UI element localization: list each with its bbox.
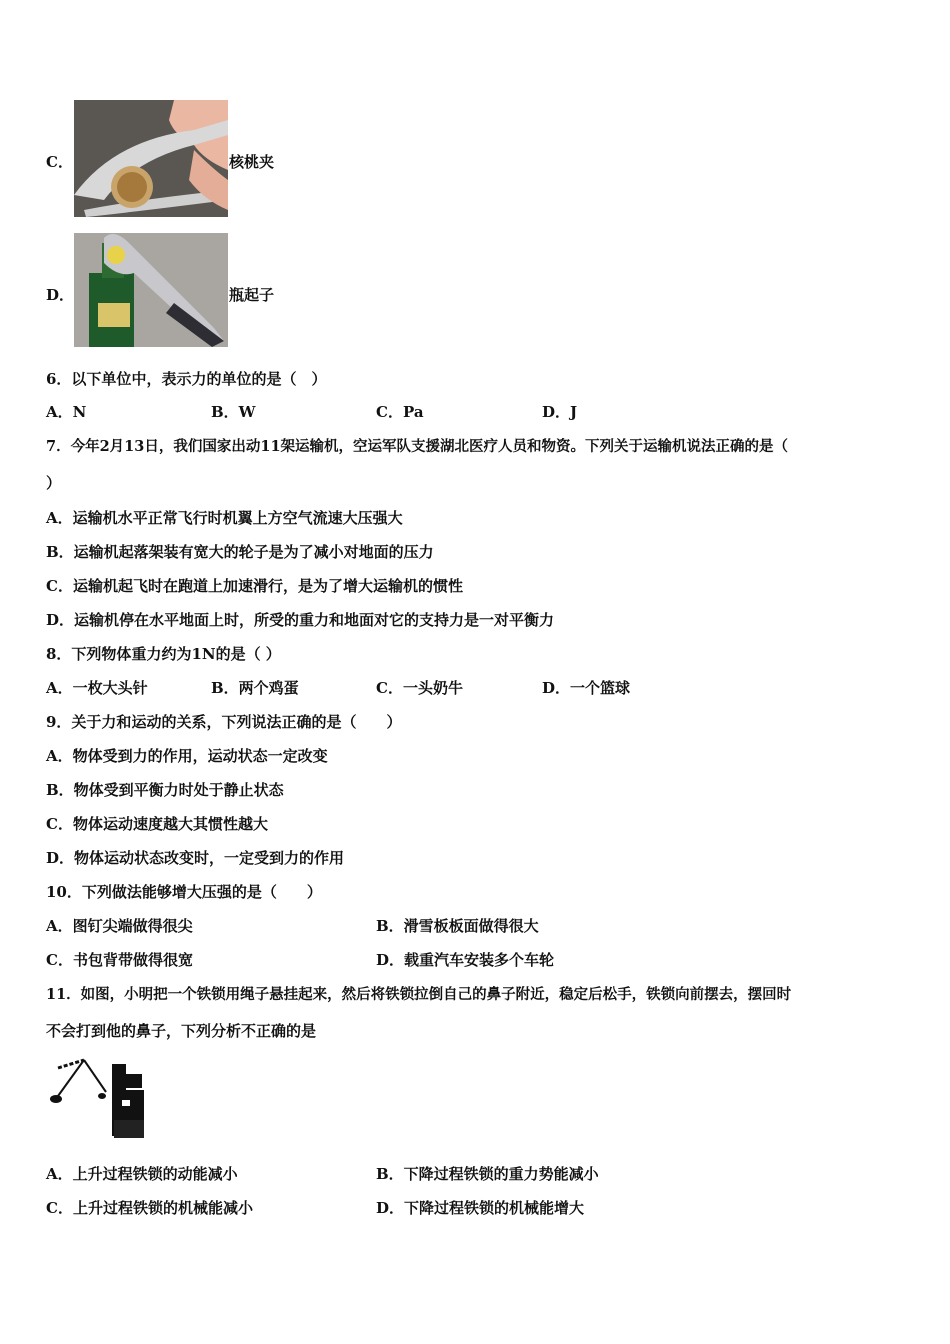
option-d-caption: 瓶起子 bbox=[229, 286, 275, 304]
question-7-stem-line2: ） bbox=[46, 474, 62, 492]
question-7-option-c: C．运输机起飞时在跑道上加速滑行，是为了增大运输机的惯性 bbox=[46, 577, 463, 595]
question-9-option-d: D．物体运动状态改变时，一定受到力的作用 bbox=[46, 849, 345, 867]
question-7-option-d: D．运输机停在水平地面上时，所受的重力和地面对它的支持力是一对平衡力 bbox=[46, 611, 555, 629]
pendulum-lock-figure bbox=[44, 1054, 152, 1142]
question-7-option-a: A．运输机水平正常飞行时机翼上方空气流速大压强大 bbox=[46, 509, 403, 527]
question-10-option-c: C．书包背带做得很宽 bbox=[46, 951, 193, 969]
question-9-option-c: C．物体运动速度越大其惯性越大 bbox=[46, 815, 268, 833]
question-10-option-b: B．滑雪板板面做得很大 bbox=[376, 917, 539, 935]
question-11-option-a: A．上升过程铁锁的动能减小 bbox=[46, 1165, 238, 1183]
question-7-stem-line1: 7．今年2月13日，我们国家出动11架运输机，空运军队支援湖北医疗人员和物资。下列关于运输机说法正确的是（ bbox=[46, 438, 789, 455]
question-10-option-a: A．图钉尖端做得很尖 bbox=[46, 917, 193, 935]
question-6-option-a: A．N bbox=[46, 403, 87, 421]
question-8-option-b: B．两个鸡蛋 bbox=[211, 679, 299, 697]
option-c-label: C． bbox=[46, 153, 73, 171]
option-d-label: D． bbox=[46, 286, 75, 304]
question-11-option-c: C．上升过程铁锁的机械能减小 bbox=[46, 1199, 253, 1217]
question-9-stem: 9．关于力和运动的关系，下列说法正确的是（ ） bbox=[46, 713, 402, 731]
question-9-option-a: A．物体受到力的作用，运动状态一定改变 bbox=[46, 747, 328, 765]
question-11-option-b: B．下降过程铁锁的重力势能减小 bbox=[376, 1165, 599, 1183]
question-8-option-c: C．一头奶牛 bbox=[376, 679, 463, 697]
nutcracker-image bbox=[74, 100, 228, 217]
question-11-stem-line1: 11．如图，小明把一个铁锁用绳子悬挂起来，然后将铁锁拉倒自己的鼻子附近，稳定后松手，铁锁向前摆去，摆回时 bbox=[46, 986, 792, 1003]
question-10-stem: 10．下列做法能够增大压强的是（ ） bbox=[46, 883, 322, 901]
question-10-option-d: D．载重汽车安装多个车轮 bbox=[376, 951, 555, 969]
question-8-stem: 8．下列物体重力约为1N的是（ ） bbox=[46, 645, 281, 663]
option-c-caption: 核桃夹 bbox=[229, 153, 275, 171]
bottle-opener-image bbox=[74, 233, 228, 347]
question-8-option-d: D．一个篮球 bbox=[542, 679, 631, 697]
question-11-option-d: D．下降过程铁锁的机械能增大 bbox=[376, 1199, 585, 1217]
question-11-stem-line2: 不会打到他的鼻子，下列分析不正确的是 bbox=[46, 1022, 317, 1040]
question-7-option-b: B．运输机起落架装有宽大的轮子是为了减小对地面的压力 bbox=[46, 543, 434, 561]
question-9-option-b: B．物体受到平衡力时处于静止状态 bbox=[46, 781, 284, 799]
question-8-option-a: A．一枚大头针 bbox=[46, 679, 148, 697]
question-6-option-c: C．Pa bbox=[376, 403, 424, 421]
question-6-stem: 6．以下单位中，表示力的单位的是（ ） bbox=[46, 370, 327, 388]
question-6-option-d: D．J bbox=[542, 403, 578, 421]
question-6-option-b: B．W bbox=[211, 403, 256, 421]
